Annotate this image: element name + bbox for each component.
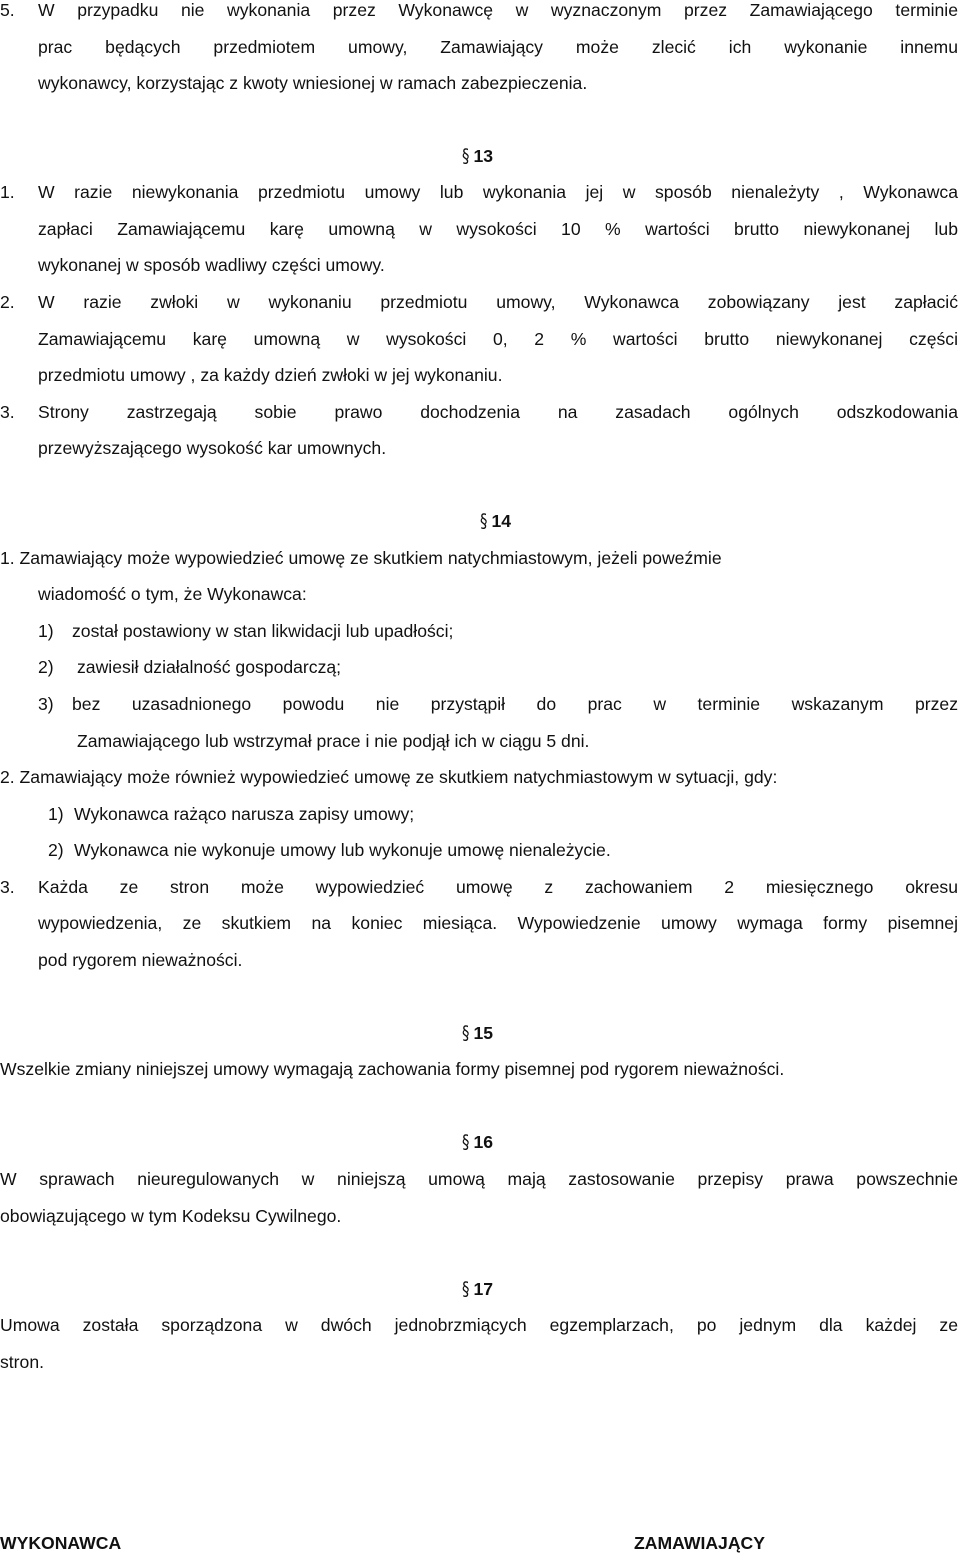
section-heading-13: §13 [462, 144, 493, 168]
subitem-number: 1) [38, 621, 54, 641]
paragraph-line: stron. [0, 1352, 45, 1372]
paragraph-line: 1. Zamawiający może wypowiedzieć umowę ze skutkiem natychmiastowym, jeżeli poweźmie [0, 548, 722, 568]
paragraph-line: Wszelkie zmiany niniejszej umowy wymagają zachowania formy pisemnej pod rygorem nieważności. [0, 1059, 785, 1079]
paragraph-line: Umowa została sporządzona w dwóch jednobrzmiących egzemplarzach, po jednym dla każdej ze [0, 1315, 958, 1335]
subitem-number: 2) [48, 840, 64, 860]
subitem-text: Wykonawca nie wykonuje umowy lub wykonuje umowę nienależycie. [74, 840, 611, 860]
item-number: 3. [0, 877, 15, 897]
section-heading-15: §15 [462, 1021, 493, 1045]
section-sign-icon [462, 144, 469, 168]
item-number: 2. [0, 292, 15, 312]
paragraph-line: wykonawcy, korzystając z kwoty wniesionej w ramach zabezpieczenia. [38, 73, 588, 93]
item-number: 5. [0, 0, 15, 20]
section-sign-icon [462, 1277, 469, 1301]
paragraph-line: Strony zastrzegają sobie prawo dochodzenia na zasadach ogólnych odszkodowania [38, 402, 958, 422]
subitem-number: 3) [38, 694, 54, 714]
item-number: 3. [0, 402, 15, 422]
paragraph-line: W razie niewykonania przedmiotu umowy lub wykonania jej w sposób nienależyty , Wykonawca [38, 182, 958, 202]
section-sign-icon [480, 509, 487, 533]
subitem-text: został postawiony w stan likwidacji lub upadłości; [72, 621, 454, 641]
paragraph-line: przedmiotu umowy , za każdy dzień zwłoki w jej wykonaniu. [38, 365, 503, 385]
subitem-text: Wykonawca rażąco narusza zapisy umowy; [74, 804, 415, 824]
signature-contractor: WYKONAWCA [0, 1533, 122, 1553]
paragraph-line: przewyższającego wysokość kar umownych. [38, 438, 387, 458]
signature-employer: ZAMAWIAJĄCY [634, 1533, 765, 1553]
paragraph-line: obowiązującego w tym Kodeksu Cywilnego. [0, 1206, 342, 1226]
subitem-text: zawiesił działalność gospodarczą; [77, 657, 342, 677]
item-number: 1. [0, 182, 15, 202]
paragraph-line: pod rygorem nieważności. [38, 950, 243, 970]
paragraph-line: wykonanej w sposób wadliwy części umowy. [38, 255, 385, 275]
paragraph-line: wypowiedzenia, ze skutkiem na koniec miesiąca. Wypowiedzenie umowy wymaga formy pisemnej [38, 913, 958, 933]
paragraph-line: W przypadku nie wykonania przez Wykonawcę w wyznaczonym przez Zamawiającego terminie [38, 0, 958, 20]
paragraph-line: Każda ze stron może wypowiedzieć umowę z zachowaniem 2 miesięcznego okresu [38, 877, 958, 897]
paragraph-line: W sprawach nieuregulowanych w niniejszą umową mają zastosowanie przepisy prawa powszechnie [0, 1169, 958, 1189]
subitem-text: bez uzasadnionego powodu nie przystąpił do prac w terminie wskazanym przez [72, 694, 958, 714]
section-heading-16: §16 [462, 1130, 493, 1154]
section-sign-icon [462, 1021, 469, 1045]
subitem-number: 2) [38, 657, 54, 677]
paragraph-line: wiadomość o tym, że Wykonawca: [38, 584, 307, 604]
paragraph-line: 2. Zamawiający może również wypowiedzieć umowę ze skutkiem natychmiastowym w sytuacji, gdy: [0, 767, 778, 787]
paragraph-line: prac będących przedmiotem umowy, Zamawiający może zlecić ich wykonanie innemu [38, 37, 958, 57]
section-heading-14: §14 [480, 509, 511, 533]
subitem-text: Zamawiającego lub wstrzymał prace i nie podjął ich w ciągu 5 dni. [77, 731, 590, 751]
section-heading-17: §17 [462, 1277, 493, 1301]
paragraph-line: Zamawiającemu karę umowną w wysokości 0, 2 % wartości brutto niewykonanej części [38, 329, 958, 349]
paragraph-line: W razie zwłoki w wykonaniu przedmiotu umowy, Wykonawca zobowiązany jest zapłacić [38, 292, 958, 312]
subitem-number: 1) [48, 804, 64, 824]
paragraph-line: zapłaci Zamawiającemu karę umowną w wysokości 10 % wartości brutto niewykonanej lub [38, 219, 958, 239]
section-sign-icon [462, 1130, 469, 1154]
